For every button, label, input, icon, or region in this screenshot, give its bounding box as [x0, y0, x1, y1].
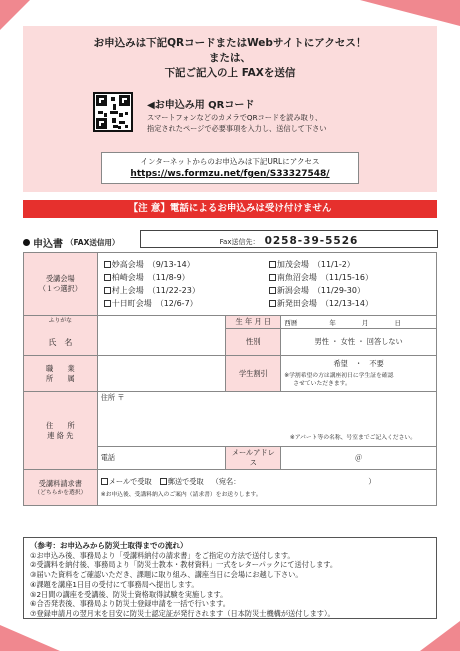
application-form-heading [23, 235, 119, 250]
receipt-options-cell [97, 470, 436, 506]
venue-dates: （12/6-7） [155, 299, 198, 308]
url-box [101, 152, 359, 184]
dob-era: 西暦 [284, 318, 298, 327]
process-step: ④課題を講座1日目の受付にて事務局へ提出します。 [30, 579, 199, 589]
venue-name: 加茂会場 [276, 260, 309, 269]
process-step: ③届いた資料をご確認いただき、課題に取り組み、講座当日に会場にお越し下さい。 [30, 570, 303, 580]
dob-field[interactable] [281, 316, 437, 329]
affiliation-label: 所 属 [45, 373, 75, 383]
receipt-mail-checkbox[interactable] [160, 478, 167, 485]
student-note-line-1: ※学割希望の方は講座初日に学生証を確認 [284, 373, 394, 379]
student-note-line-2: させていただきます。 [293, 381, 351, 387]
qr-description-line-1: スマートフォンなどのカメラでQRコードを読み取り、 [147, 113, 323, 122]
process-step: ②受講料を納付後、事務局より「防災士教本・教材資料」一式をレターパックにて送付します。 [30, 560, 338, 570]
phone-label: 電話 [100, 453, 116, 462]
qr-module [111, 97, 115, 101]
process-step: ①お申込み後、事務局より「受講料納付の請求書」をご指定の方法で送付します。 [30, 550, 295, 560]
qr-description-line-2: 指定されたページで必要事項を入力し、送信して下さい [147, 124, 327, 133]
student-discount-label: 学生割引 [226, 356, 281, 392]
venue-name: 村上会場 [111, 286, 144, 295]
furigana-label: ふりがな [48, 318, 72, 324]
fax-number-box [140, 230, 438, 248]
venue-name: 十日町会場 [111, 299, 152, 308]
venue-label-cell [24, 253, 98, 316]
venue-name: 新発田会場 [276, 299, 317, 308]
venue-checkbox[interactable] [104, 287, 111, 294]
phone-field[interactable] [97, 447, 226, 470]
intro-text [23, 36, 437, 81]
qr-module [112, 118, 116, 123]
venue-dates: （11/22-23） [147, 286, 200, 295]
venue-name: 柏崎会場 [111, 273, 144, 282]
student-discount-cell [281, 356, 437, 392]
fax-label: Fax送信先： [219, 238, 260, 246]
address-label: 住 所 [45, 420, 75, 430]
qr-finder-pattern [96, 95, 107, 106]
receipt-options [101, 477, 433, 487]
venue-dates: （11/29-30） [312, 286, 365, 295]
occupation-label-cell [24, 356, 98, 392]
venue-option[interactable] [269, 285, 430, 296]
receipt-addressee-label: （宛名： [211, 476, 241, 486]
process-notes-title: （参考：お申込みから防災士取得までの流れ） [30, 541, 188, 550]
venue-dates: （9/13-14） [147, 260, 195, 269]
receipt-note: ※お申込後、受講料納入のご案内（請求書）をお送りします。 [100, 491, 262, 498]
venue-checkbox[interactable] [269, 300, 276, 307]
qr-description [147, 112, 327, 134]
corner-decoration-top-right [360, 0, 460, 26]
dob-row [24, 316, 437, 329]
process-step: ⑥合否発表後、事務局より防災士登録申請を一括で行います。 [30, 599, 230, 609]
venue-option[interactable] [104, 298, 265, 309]
contact-label: 連 絡 先 [47, 430, 74, 440]
qr-module [118, 126, 121, 129]
qr-module [119, 121, 125, 124]
section-heading [22, 6, 92, 21]
application-form-table [23, 252, 437, 506]
section-title: 受講申込方法 [32, 10, 92, 21]
qr-module [98, 111, 103, 114]
dob-label: 生 年 月 日 [226, 316, 281, 329]
process-step: ⑦登録申請月の翌月末を目安に防災士認定証が発行されます（日本防災士機構が送付します）。 [30, 608, 335, 618]
apartment-note: ※アパート等の名称、号室までご記入ください。 [289, 435, 416, 441]
venue-options-cell [97, 253, 436, 316]
name-label: 氏 名 [48, 338, 73, 347]
address-field[interactable] [97, 392, 436, 447]
address-row [24, 392, 437, 447]
qr-module [113, 104, 116, 110]
venue-checkbox[interactable] [104, 274, 111, 281]
dob-year: 年 [329, 318, 336, 327]
intro-line-3: 下記ご記入の上 FAXを送信 [164, 67, 296, 79]
receipt-email-checkbox[interactable] [101, 478, 108, 485]
receipt-label: 受講料請求書 [38, 478, 82, 488]
dob-day: 日 [394, 318, 401, 327]
venue-checkbox[interactable] [269, 261, 276, 268]
corner-decoration-bottom-right [420, 621, 460, 651]
venue-option[interactable] [104, 272, 265, 283]
venue-option[interactable] [269, 272, 430, 283]
qr-code[interactable] [93, 92, 133, 132]
occupation-field[interactable] [97, 356, 226, 392]
venue-dates: （11/8-9） [147, 273, 190, 282]
venue-options [104, 259, 430, 309]
venue-name: 南魚沼会場 [276, 273, 317, 282]
occupation-row [24, 356, 437, 392]
receipt-label-cell [24, 470, 98, 506]
process-notes [23, 537, 437, 619]
address-label-cell [24, 392, 98, 470]
receipt-label-note: （どちらかを選択） [34, 489, 87, 496]
venue-checkbox[interactable] [104, 300, 111, 307]
venue-checkbox[interactable] [269, 287, 276, 294]
venue-dates: （11/1-2） [312, 260, 355, 269]
venue-option[interactable] [104, 285, 265, 296]
intro-line-1: お申込みは下記QRコードまたはWebサイトにアクセス！ [93, 37, 367, 49]
qr-module [125, 125, 128, 128]
venue-option[interactable] [269, 298, 430, 309]
venue-label-note: （１つ選択） [38, 284, 82, 293]
bullet-icon [22, 10, 29, 17]
venue-option[interactable] [269, 259, 430, 270]
receipt-option-mail[interactable] [160, 477, 204, 487]
receipt-row [24, 470, 437, 506]
venue-checkbox[interactable] [104, 261, 111, 268]
application-title: 申込書 [33, 239, 63, 250]
dob-month: 月 [361, 318, 369, 327]
url-label: インターネットからのお申込みは下記URLにアクセス [140, 157, 320, 166]
venue-row [24, 253, 437, 316]
student-discount-options[interactable]: 希望 ・ 不要 [333, 359, 384, 368]
qr-title: ◀お申込み用 QRコード [147, 100, 255, 111]
qr-module [119, 113, 123, 117]
receipt-option-email-label: メールで受取 [108, 476, 152, 486]
receipt-option-email[interactable] [101, 477, 152, 487]
application-method-panel [23, 26, 437, 192]
occupation-label: 職 業 [45, 363, 75, 373]
intro-line-2: または、 [209, 52, 251, 64]
venue-dates: （11/15-16） [320, 273, 373, 282]
venue-name: 妙高会場 [111, 260, 144, 269]
venue-dates: （12/13-14） [320, 299, 373, 308]
corner-decoration-bottom-left [0, 625, 60, 651]
application-subtitle: （FAX送信用） [66, 238, 120, 247]
email-field[interactable] [281, 447, 437, 470]
venue-label: 受講会場 [45, 274, 75, 283]
email-label: メールアドレス [226, 447, 281, 470]
venue-option[interactable] [104, 259, 265, 270]
gender-label: 性別 [226, 329, 281, 356]
address-prefix: 住所 〒 [100, 393, 125, 402]
gender-options[interactable]: 男性 ・ 女性 ・ 回答しない [281, 329, 437, 356]
qr-finder-pattern [96, 118, 107, 129]
warning-banner: 【注 意】電話によるお申込みは受け付けません [23, 200, 437, 218]
qr-module [125, 112, 128, 115]
name-label-cell [24, 316, 98, 356]
venue-name: 新潟会場 [276, 286, 309, 295]
qr-finder-pattern [119, 95, 130, 106]
process-step: ⑤2日間の講座を受講後、防災士資格取得試験を実施します。 [30, 589, 228, 599]
name-field[interactable] [97, 316, 226, 356]
email-at-sign: ＠ [355, 453, 363, 462]
fax-number: 0258-39-5526 [264, 235, 359, 247]
receipt-addressee-close: ） [368, 476, 376, 486]
qr-module [104, 113, 107, 117]
application-url-link[interactable]: https://ws.formzu.net/fgen/S33327548/ [130, 169, 330, 179]
qr-module [110, 111, 118, 114]
receipt-option-mail-label: 郵送で受取 [167, 476, 204, 486]
bullet-icon [23, 239, 30, 246]
venue-checkbox[interactable] [269, 274, 276, 281]
